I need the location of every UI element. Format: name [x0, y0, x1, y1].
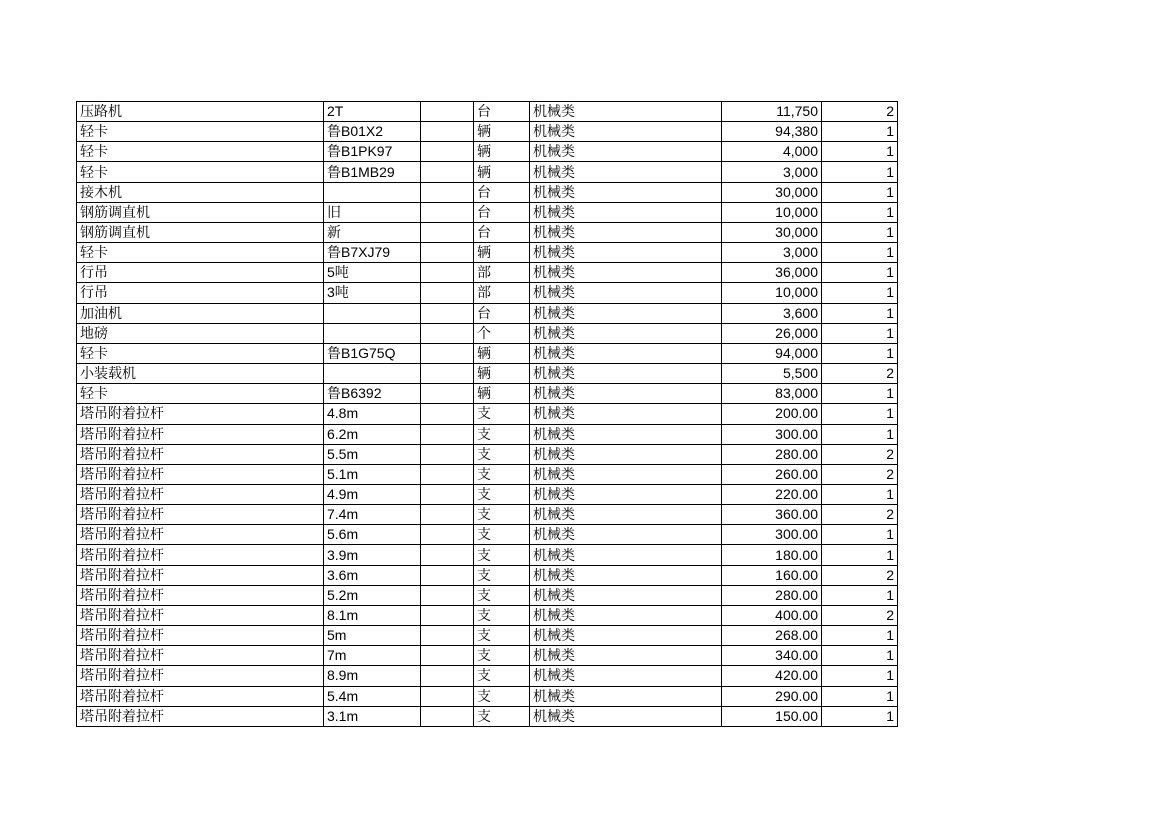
- cell-name: 塔吊附着拉杆: [77, 545, 324, 565]
- table-row: [77, 525, 898, 545]
- cell-amount: 150.00: [722, 706, 822, 726]
- cell-quantity: 1: [822, 222, 898, 242]
- table-row: [77, 243, 898, 263]
- cell-name: 塔吊附着拉杆: [77, 626, 324, 646]
- cell-quantity: 1: [822, 122, 898, 142]
- table-row: [77, 283, 898, 303]
- table-row: [77, 303, 898, 323]
- cell-unit: 支: [474, 585, 530, 605]
- cell-spec: 3.1m: [324, 706, 421, 726]
- cell-blank: [421, 142, 474, 162]
- cell-name: 行吊: [77, 283, 324, 303]
- cell-name: 塔吊附着拉杆: [77, 666, 324, 686]
- cell-unit: 台: [474, 102, 530, 122]
- cell-name: 塔吊附着拉杆: [77, 404, 324, 424]
- cell-quantity: 1: [822, 525, 898, 545]
- cell-name: 钢筋调直机: [77, 222, 324, 242]
- cell-category: 机械类: [530, 505, 722, 525]
- table-row: [77, 626, 898, 646]
- table-row: [77, 706, 898, 726]
- cell-blank: [421, 283, 474, 303]
- cell-category: 机械类: [530, 706, 722, 726]
- cell-category: 机械类: [530, 565, 722, 585]
- table-row: [77, 464, 898, 484]
- cell-unit: 支: [474, 686, 530, 706]
- cell-name: 小装载机: [77, 364, 324, 384]
- cell-amount: 200.00: [722, 404, 822, 424]
- cell-name: 地磅: [77, 323, 324, 343]
- cell-blank: [421, 686, 474, 706]
- cell-blank: [421, 484, 474, 504]
- cell-category: 机械类: [530, 142, 722, 162]
- cell-category: 机械类: [530, 162, 722, 182]
- cell-quantity: 1: [822, 585, 898, 605]
- cell-quantity: 1: [822, 343, 898, 363]
- cell-name: 轻卡: [77, 162, 324, 182]
- cell-spec: 鲁B6392: [324, 384, 421, 404]
- cell-blank: [421, 182, 474, 202]
- cell-blank: [421, 444, 474, 464]
- cell-name: 塔吊附着拉杆: [77, 686, 324, 706]
- cell-name: 轻卡: [77, 122, 324, 142]
- cell-blank: [421, 323, 474, 343]
- cell-category: 机械类: [530, 626, 722, 646]
- cell-unit: 支: [474, 605, 530, 625]
- cell-spec: 旧: [324, 202, 421, 222]
- table-row: [77, 263, 898, 283]
- cell-unit: 辆: [474, 343, 530, 363]
- cell-spec: [324, 323, 421, 343]
- table-row: [77, 424, 898, 444]
- cell-category: 机械类: [530, 585, 722, 605]
- cell-amount: 3,000: [722, 243, 822, 263]
- cell-name: 塔吊附着拉杆: [77, 484, 324, 504]
- cell-unit: 支: [474, 626, 530, 646]
- cell-amount: 420.00: [722, 666, 822, 686]
- cell-category: 机械类: [530, 323, 722, 343]
- cell-spec: 5.1m: [324, 464, 421, 484]
- cell-quantity: 1: [822, 303, 898, 323]
- cell-amount: 11,750: [722, 102, 822, 122]
- cell-amount: 36,000: [722, 263, 822, 283]
- cell-quantity: 2: [822, 444, 898, 464]
- cell-spec: [324, 303, 421, 323]
- cell-unit: 辆: [474, 162, 530, 182]
- cell-category: 机械类: [530, 646, 722, 666]
- cell-name: 塔吊附着拉杆: [77, 706, 324, 726]
- cell-name: 塔吊附着拉杆: [77, 585, 324, 605]
- cell-name: 塔吊附着拉杆: [77, 646, 324, 666]
- cell-blank: [421, 706, 474, 726]
- cell-name: 塔吊附着拉杆: [77, 444, 324, 464]
- cell-blank: [421, 303, 474, 323]
- cell-category: 机械类: [530, 444, 722, 464]
- cell-amount: 3,000: [722, 162, 822, 182]
- cell-name: 接木机: [77, 182, 324, 202]
- cell-spec: 6.2m: [324, 424, 421, 444]
- cell-quantity: 1: [822, 686, 898, 706]
- cell-amount: 300.00: [722, 525, 822, 545]
- cell-unit: 支: [474, 666, 530, 686]
- cell-quantity: 2: [822, 364, 898, 384]
- cell-spec: [324, 364, 421, 384]
- cell-spec: 3吨: [324, 283, 421, 303]
- cell-blank: [421, 464, 474, 484]
- cell-name: 塔吊附着拉杆: [77, 424, 324, 444]
- cell-spec: 5.4m: [324, 686, 421, 706]
- table-row: [77, 102, 898, 122]
- cell-category: 机械类: [530, 404, 722, 424]
- cell-category: 机械类: [530, 666, 722, 686]
- cell-spec: 8.9m: [324, 666, 421, 686]
- cell-blank: [421, 605, 474, 625]
- cell-quantity: 1: [822, 182, 898, 202]
- cell-unit: 支: [474, 484, 530, 504]
- cell-blank: [421, 343, 474, 363]
- cell-amount: 268.00: [722, 626, 822, 646]
- table-row: [77, 404, 898, 424]
- cell-amount: 280.00: [722, 585, 822, 605]
- cell-unit: 辆: [474, 142, 530, 162]
- table-row: [77, 343, 898, 363]
- cell-amount: 10,000: [722, 283, 822, 303]
- cell-category: 机械类: [530, 343, 722, 363]
- cell-amount: 280.00: [722, 444, 822, 464]
- cell-amount: 290.00: [722, 686, 822, 706]
- cell-quantity: 1: [822, 243, 898, 263]
- cell-blank: [421, 243, 474, 263]
- table-row: [77, 384, 898, 404]
- cell-quantity: 1: [822, 263, 898, 283]
- cell-blank: [421, 122, 474, 142]
- cell-name: 压路机: [77, 102, 324, 122]
- table-row: [77, 364, 898, 384]
- cell-amount: 340.00: [722, 646, 822, 666]
- cell-category: 机械类: [530, 263, 722, 283]
- cell-unit: 台: [474, 303, 530, 323]
- cell-category: 机械类: [530, 525, 722, 545]
- cell-blank: [421, 585, 474, 605]
- equipment-table-body: [77, 102, 898, 727]
- cell-unit: 个: [474, 323, 530, 343]
- cell-unit: 支: [474, 525, 530, 545]
- cell-spec: 4.8m: [324, 404, 421, 424]
- cell-quantity: 1: [822, 706, 898, 726]
- cell-category: 机械类: [530, 605, 722, 625]
- cell-name: 塔吊附着拉杆: [77, 565, 324, 585]
- cell-spec: 7.4m: [324, 505, 421, 525]
- cell-unit: 支: [474, 646, 530, 666]
- table-row: [77, 484, 898, 504]
- cell-quantity: 1: [822, 142, 898, 162]
- table-row: [77, 323, 898, 343]
- cell-blank: [421, 424, 474, 444]
- cell-unit: 支: [474, 565, 530, 585]
- cell-blank: [421, 404, 474, 424]
- cell-category: 机械类: [530, 243, 722, 263]
- cell-name: 轻卡: [77, 384, 324, 404]
- cell-unit: 部: [474, 263, 530, 283]
- cell-unit: 辆: [474, 364, 530, 384]
- cell-category: 机械类: [530, 686, 722, 706]
- cell-amount: 260.00: [722, 464, 822, 484]
- cell-amount: 160.00: [722, 565, 822, 585]
- cell-amount: 400.00: [722, 605, 822, 625]
- cell-quantity: 1: [822, 545, 898, 565]
- cell-category: 机械类: [530, 102, 722, 122]
- cell-spec: 3.9m: [324, 545, 421, 565]
- cell-amount: 83,000: [722, 384, 822, 404]
- cell-unit: 辆: [474, 243, 530, 263]
- cell-name: 塔吊附着拉杆: [77, 505, 324, 525]
- table-row: [77, 182, 898, 202]
- cell-blank: [421, 505, 474, 525]
- cell-unit: 支: [474, 505, 530, 525]
- cell-unit: 支: [474, 706, 530, 726]
- cell-unit: 支: [474, 545, 530, 565]
- cell-amount: 30,000: [722, 222, 822, 242]
- cell-category: 机械类: [530, 303, 722, 323]
- cell-unit: 台: [474, 222, 530, 242]
- cell-unit: 台: [474, 182, 530, 202]
- cell-spec: 鲁B01X2: [324, 122, 421, 142]
- cell-amount: 30,000: [722, 182, 822, 202]
- cell-spec: 5m: [324, 626, 421, 646]
- cell-amount: 10,000: [722, 202, 822, 222]
- table-row: [77, 686, 898, 706]
- table-row: [77, 162, 898, 182]
- cell-name: 行吊: [77, 263, 324, 283]
- cell-name: 塔吊附着拉杆: [77, 464, 324, 484]
- cell-category: 机械类: [530, 464, 722, 484]
- cell-blank: [421, 525, 474, 545]
- cell-spec: 鲁B1MB29: [324, 162, 421, 182]
- cell-blank: [421, 545, 474, 565]
- cell-amount: 3,600: [722, 303, 822, 323]
- cell-category: 机械类: [530, 182, 722, 202]
- cell-spec: 5吨: [324, 263, 421, 283]
- cell-quantity: 1: [822, 646, 898, 666]
- cell-spec: 鲁B7XJ79: [324, 243, 421, 263]
- cell-blank: [421, 222, 474, 242]
- cell-blank: [421, 102, 474, 122]
- cell-name: 钢筋调直机: [77, 202, 324, 222]
- table-row: [77, 505, 898, 525]
- table-row: [77, 646, 898, 666]
- cell-spec: 5.5m: [324, 444, 421, 464]
- cell-name: 轻卡: [77, 142, 324, 162]
- cell-category: 机械类: [530, 283, 722, 303]
- cell-category: 机械类: [530, 424, 722, 444]
- cell-quantity: 1: [822, 384, 898, 404]
- cell-spec: 鲁B1G75Q: [324, 343, 421, 363]
- cell-blank: [421, 162, 474, 182]
- cell-quantity: 2: [822, 605, 898, 625]
- cell-category: 机械类: [530, 384, 722, 404]
- cell-quantity: 1: [822, 162, 898, 182]
- cell-unit: 支: [474, 404, 530, 424]
- cell-amount: 5,500: [722, 364, 822, 384]
- cell-blank: [421, 666, 474, 686]
- cell-spec: [324, 182, 421, 202]
- cell-name: 塔吊附着拉杆: [77, 605, 324, 625]
- cell-blank: [421, 202, 474, 222]
- table-row: [77, 545, 898, 565]
- table-row: [77, 666, 898, 686]
- cell-spec: 2T: [324, 102, 421, 122]
- cell-amount: 300.00: [722, 424, 822, 444]
- equipment-table: [76, 101, 898, 727]
- cell-quantity: 2: [822, 464, 898, 484]
- cell-quantity: 1: [822, 283, 898, 303]
- cell-blank: [421, 263, 474, 283]
- cell-quantity: 1: [822, 202, 898, 222]
- cell-amount: 220.00: [722, 484, 822, 504]
- cell-name: 轻卡: [77, 243, 324, 263]
- cell-quantity: 1: [822, 424, 898, 444]
- cell-spec: 8.1m: [324, 605, 421, 625]
- cell-blank: [421, 626, 474, 646]
- cell-name: 加油机: [77, 303, 324, 323]
- cell-category: 机械类: [530, 364, 722, 384]
- table-row: [77, 122, 898, 142]
- cell-category: 机械类: [530, 545, 722, 565]
- cell-quantity: 1: [822, 404, 898, 424]
- cell-unit: 辆: [474, 384, 530, 404]
- table-row: [77, 444, 898, 464]
- cell-quantity: 1: [822, 484, 898, 504]
- cell-spec: 7m: [324, 646, 421, 666]
- cell-quantity: 2: [822, 505, 898, 525]
- cell-category: 机械类: [530, 202, 722, 222]
- cell-name: 塔吊附着拉杆: [77, 525, 324, 545]
- cell-spec: 新: [324, 222, 421, 242]
- cell-category: 机械类: [530, 484, 722, 504]
- cell-quantity: 1: [822, 323, 898, 343]
- table-row: [77, 585, 898, 605]
- cell-quantity: 2: [822, 565, 898, 585]
- cell-category: 机械类: [530, 222, 722, 242]
- cell-unit: 支: [474, 424, 530, 444]
- cell-unit: 支: [474, 444, 530, 464]
- cell-unit: 支: [474, 464, 530, 484]
- cell-blank: [421, 384, 474, 404]
- cell-spec: 3.6m: [324, 565, 421, 585]
- cell-amount: 94,380: [722, 122, 822, 142]
- cell-spec: 5.2m: [324, 585, 421, 605]
- cell-blank: [421, 646, 474, 666]
- cell-amount: 180.00: [722, 545, 822, 565]
- table-row: [77, 605, 898, 625]
- cell-name: 轻卡: [77, 343, 324, 363]
- cell-blank: [421, 565, 474, 585]
- cell-spec: 5.6m: [324, 525, 421, 545]
- table-row: [77, 565, 898, 585]
- table-row: [77, 202, 898, 222]
- cell-amount: 26,000: [722, 323, 822, 343]
- table-row: [77, 142, 898, 162]
- cell-spec: 4.9m: [324, 484, 421, 504]
- cell-quantity: 2: [822, 102, 898, 122]
- cell-blank: [421, 364, 474, 384]
- cell-amount: 94,000: [722, 343, 822, 363]
- cell-unit: 台: [474, 202, 530, 222]
- cell-unit: 辆: [474, 122, 530, 142]
- cell-quantity: 1: [822, 666, 898, 686]
- cell-spec: 鲁B1PK97: [324, 142, 421, 162]
- cell-unit: 部: [474, 283, 530, 303]
- table-row: [77, 222, 898, 242]
- cell-quantity: 1: [822, 626, 898, 646]
- cell-amount: 4,000: [722, 142, 822, 162]
- cell-category: 机械类: [530, 122, 722, 142]
- cell-amount: 360.00: [722, 505, 822, 525]
- equipment-sheet: [76, 101, 897, 727]
